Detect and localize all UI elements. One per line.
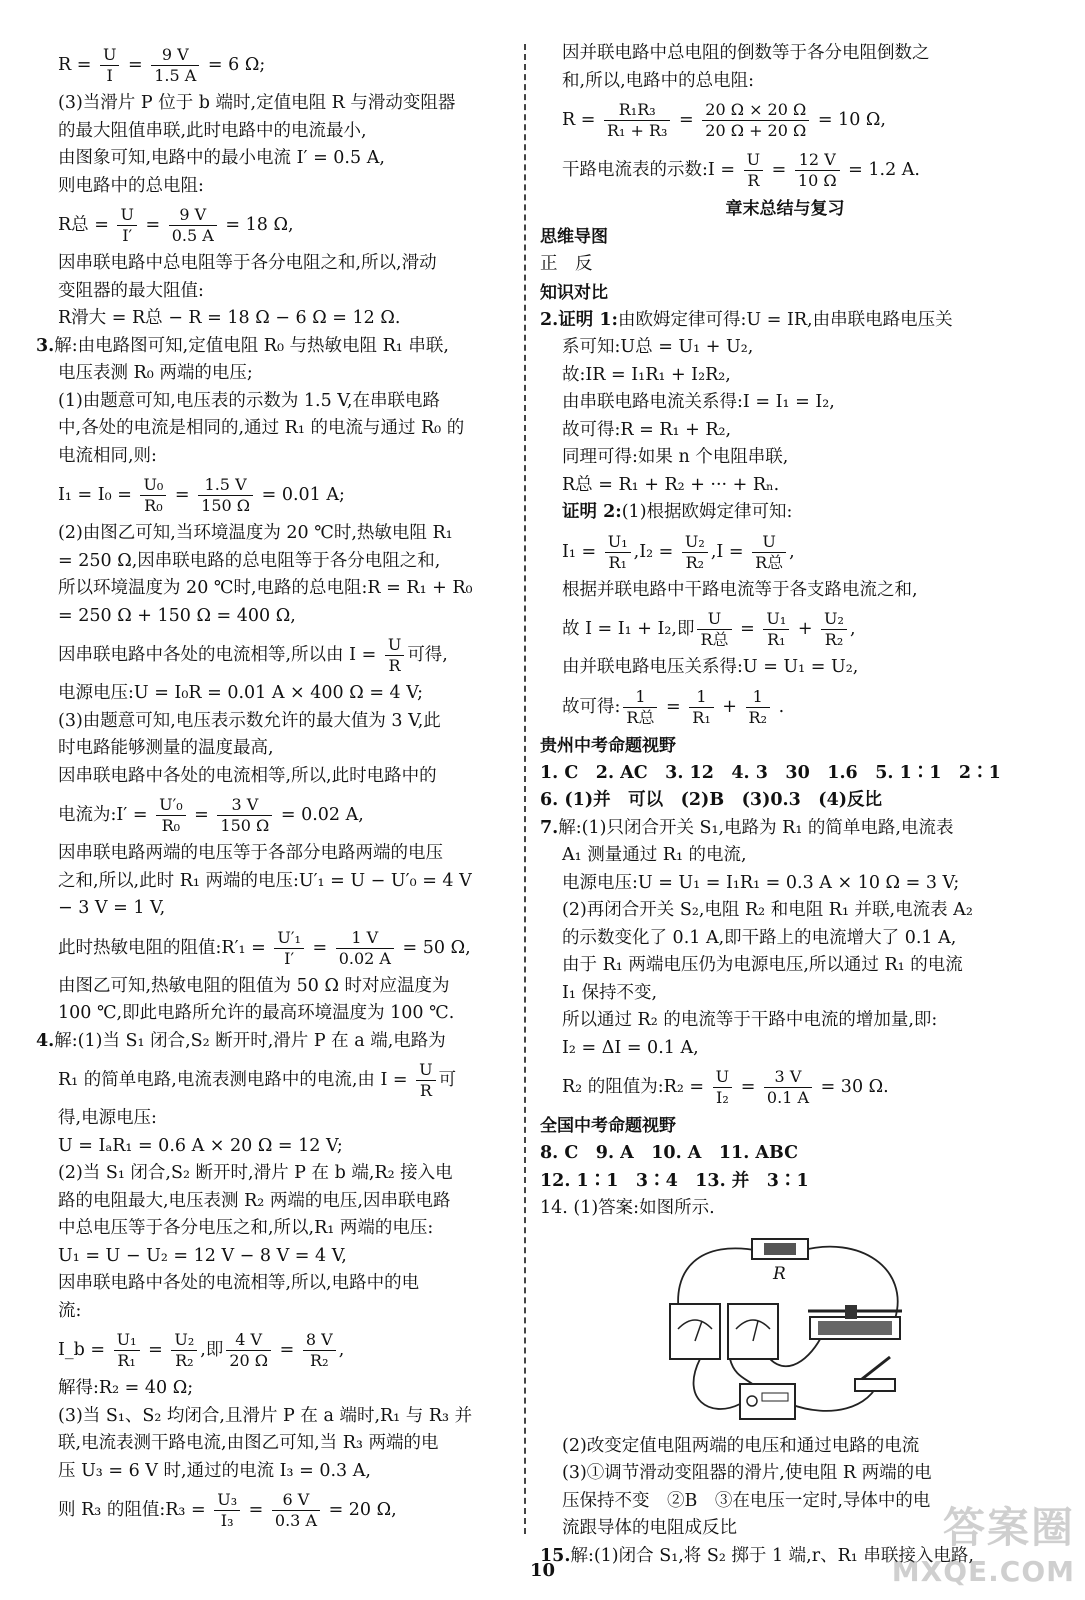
ammeter bbox=[728, 1304, 778, 1359]
formula-line: R = $\frac{\text{R₁R₃}}{\text{R₁ + R₃}}$ = $\frac{20 \Omega \times 20 \Omega}{20 \Omega + 20 \Omega}$ = 10 Ω, bbox=[562, 100, 886, 140]
text-line: 得,电源电压: bbox=[58, 1108, 157, 1128]
question-4: 4.解:(1)当 S₁ 闭合,S₂ 断开时,滑片 P 在 a 端,电路为 bbox=[36, 1030, 446, 1051]
text-line: 电源电压:U = U₁ = I₁R₁ = 0.3 A × 10 Ω = 3 V; bbox=[562, 872, 960, 893]
formula-line: R₁ 的简单电路,电流表测电路中的电流,由 I = $\frac{U}{R}$ 可 bbox=[58, 1060, 457, 1100]
text-line: 中总电压等于各分电压之和,所以,R₁ 两端的电压: bbox=[58, 1218, 434, 1238]
text-line: 由并联电路电压关系得:U = U₁ = U₂, bbox=[562, 657, 859, 677]
text-line: = 250 Ω,因串联电路的总电阻等于各分电阻之和, bbox=[58, 550, 441, 571]
text-line: 电压表测 R₀ 两端的电压; bbox=[58, 363, 253, 383]
resistor-label: R bbox=[773, 1263, 786, 1284]
text-line: 电流相同,则: bbox=[58, 445, 157, 466]
question-3: 3.解:由电路图可知,定值电阻 R₀ 与热敏电阻 R₁ 串联, bbox=[36, 335, 449, 356]
text-line: 由图象可知,电路中的最小电流 I′ = 0.5 A, bbox=[58, 148, 385, 168]
text-line: 路的电阻最大,电压表测 R₂ 两端的电压,因串联电路 bbox=[58, 1190, 451, 1211]
text-line: 因串联电路中各处的电流相等,所以,此时电路中的 bbox=[58, 765, 437, 786]
text-line: 解得:R₂ = 40 Ω; bbox=[58, 1378, 194, 1398]
answer-line: 12. 1∶1 3∶4 13. 并 3∶1 bbox=[540, 1170, 809, 1191]
column-divider bbox=[524, 44, 526, 1534]
text-line: (1)由题意可知,电压表的示数为 1.5 V,在串联电路 bbox=[58, 390, 440, 411]
switch-base bbox=[855, 1379, 895, 1391]
power-display bbox=[762, 1393, 788, 1401]
text-line: 因串联电路中总电阻等于各分电阻之和,所以,滑动 bbox=[58, 253, 437, 273]
text-line: (2)再闭合开关 S₂,电阻 R₂ 和电阻 R₁ 并联,电流表 A₂ bbox=[562, 900, 973, 920]
formula-line: 此时热敏电阻的阻值:R′₁ = $\frac{\text{U′₁}}{I'}$ = $\frac{1 V}{0.02 A}$ = 50 Ω, bbox=[58, 927, 471, 968]
question-15: 15.解:(1)闭合 S₁,将 S₂ 掷于 1 端,r、R₁ 串联接入电路, bbox=[540, 1545, 974, 1566]
answer-line: 1. C 2. AC 3. 12 4. 3 30 1.6 5. 1∶1 2∶1 bbox=[540, 762, 1001, 783]
formula-line: I₁ = I₀ = $\frac{\text{U₀}}{\text{R₀}}$ = $\frac{1.5 V}{150 \Omega}$ = 0.01 A; bbox=[58, 475, 345, 515]
section-heading-national: 全国中考命题视野 bbox=[540, 1116, 676, 1136]
formula-line: I_b = $\frac{\text{U₁}}{\text{R₁}}$ = $\frac{\text{U₂}}{\text{R₂}}$ ,即 $\frac{4 V}{20 \Omega}$ = $\frac{8 V}{\text{R₂}}$ , bbox=[58, 1330, 345, 1370]
text-line: − 3 V = 1 V, bbox=[58, 898, 166, 918]
answer-line: 6. (1)并 可以 (2)B (3)0.3 (4)反比 bbox=[540, 790, 883, 810]
text-line: 故:IR = I₁R₁ + I₂R₂, bbox=[562, 364, 731, 385]
text-line: 压 U₃ = 6 V 时,通过的电流 I₃ = 0.3 A, bbox=[58, 1460, 371, 1481]
formula-line: 电流为:I′ = $\frac{\text{U′₀}}{\text{R₀}}$ = $\frac{3 V}{150 \Omega}$ = 0.02 A, bbox=[58, 795, 364, 835]
answer-line: 14. (1)答案:如图所示. bbox=[540, 1198, 715, 1218]
text-line: 系可知:U总 = U₁ + U₂, bbox=[562, 337, 754, 357]
section-heading-compare: 知识对比 bbox=[540, 282, 608, 303]
text-line: (3)当 S₁、S₂ 均闭合,且滑片 P 在 a 端时,R₁ 与 R₃ 并 bbox=[58, 1405, 473, 1426]
formula-line: 因串联电路中各处的电流相等,所以由 I = $\frac{U}{R}$ 可得, bbox=[58, 635, 448, 675]
formula-line: 故 I = I₁ + I₂,即 $\frac{U}{\text{R总}}$ = $\frac{\text{U₁}}{\text{R₁}}$ + $\frac{\text{U₂}}{\text{R₂}}$ , bbox=[562, 609, 856, 649]
section-heading-guizhou: 贵州中考命题视野 bbox=[540, 735, 676, 756]
text-line: I₂ = ΔI = 0.1 A, bbox=[562, 1037, 699, 1058]
text-line: 时电路能够测量的温度最高, bbox=[58, 738, 274, 758]
text-line: R总 = R₁ + R₂ + ··· + Rₙ. bbox=[562, 474, 780, 495]
text-line: 压保持不变 ②B ③在电压一定时,导体中的电 bbox=[562, 1490, 931, 1511]
watermark-url: MXQE.COM bbox=[891, 1555, 1075, 1588]
text-line: 所以环境温度为 20 ℃时,电路的总电阻:R = R₁ + R₀ bbox=[58, 578, 473, 598]
text-line: (3)①调节滑动变阻器的滑片,使电阻 R 两端的电 bbox=[562, 1463, 932, 1483]
formula-line: R总 = $\frac{U}{I'}$ = $\frac{9 V}{0.5 A}$ = 18 Ω, bbox=[58, 205, 294, 245]
formula-line: R₂ 的阻值为:R₂ = $\frac{U}{\text{I₂}}$ = $\frac{3 V}{0.1 A}$ = 30 Ω. bbox=[562, 1067, 889, 1107]
rheostat-coil bbox=[818, 1321, 892, 1335]
text-line: U₁ = U − U₂ = 12 V − 8 V = 4 V, bbox=[58, 1245, 347, 1266]
text-line: (3)当滑片 P 位于 b 端时,定值电阻 R 与滑动变阻器 bbox=[58, 93, 456, 113]
question-7: 7.解:(1)只闭合开关 S₁,电路为 R₁ 的简单电路,电流表 bbox=[540, 817, 954, 838]
text-line: 证明 2:(1)根据欧姆定律可知: bbox=[562, 502, 793, 522]
text-line: 因串联电路中各处的电流相等,所以,电路中的电 bbox=[58, 1273, 420, 1293]
text-line: 则电路中的总电阻: bbox=[58, 175, 204, 196]
text-line: 联,电流表测干路电流,由图乙可知,当 R₃ 两端的电 bbox=[58, 1433, 439, 1453]
circuit-diagram bbox=[640, 1229, 910, 1429]
text-line: 正 反 bbox=[540, 254, 593, 274]
text-line: 由串联电路电流关系得:I = I₁ = I₂, bbox=[562, 392, 835, 412]
text-line: 的最大阻值串联,此时电路中的电流最小, bbox=[58, 120, 367, 141]
formula-line: 干路电流表的示数:I = $\frac{U}{R}$ = $\frac{12 V}{10 \Omega}$ = 1.2 A. bbox=[562, 150, 920, 190]
text-line: I₁ 保持不变, bbox=[562, 982, 658, 1003]
text-line: A₁ 测量通过 R₁ 的电流, bbox=[562, 845, 747, 865]
formula-line: I₁ = $\frac{\text{U₁}}{\text{R₁}}$ ,I₂ = $\frac{\text{U₂}}{\text{R₂}}$ ,I = $\frac{U}{\text{R总}}$ , bbox=[562, 531, 795, 572]
rheostat-slider bbox=[845, 1305, 857, 1319]
text-line: 因并联电路中总电阻的倒数等于各分电阻倒数之 bbox=[562, 43, 930, 63]
watermark-logo: 答案圈 bbox=[942, 1503, 1075, 1552]
question-2: 2.证明 1:由欧姆定律可得:U = IR,由串联电路电压关 bbox=[540, 309, 953, 330]
text-line: (2)改变定值电阻两端的电压和通过电路的电流 bbox=[562, 1435, 920, 1456]
section-heading-mindmap: 思维导图 bbox=[540, 227, 608, 247]
text-line: U = IₐR₁ = 0.6 A × 20 Ω = 12 V; bbox=[58, 1135, 343, 1156]
text-line: 流跟导体的电阻成反比 bbox=[562, 1518, 737, 1538]
formula-line: 故可得: $\frac{1}{\text{R总}}$ = $\frac{1}{\text{R₁}}$ + $\frac{1}{\text{R₂}}$ . bbox=[562, 686, 785, 727]
text-line: 变阻器的最大阻值: bbox=[58, 280, 204, 301]
text-line: 100 ℃,即此电路所允许的最高环境温度为 100 ℃. bbox=[58, 1003, 455, 1023]
text-line: (2)当 S₁ 闭合,S₂ 断开时,滑片 P 在 b 端,R₂ 接入电 bbox=[58, 1163, 453, 1183]
text-line: 的示数变化了 0.1 A,即干路上的电流增大了 0.1 A, bbox=[562, 927, 957, 948]
formula-line: 则 R₃ 的阻值:R₃ = $\frac{\text{U₃}}{\text{I₃}}$ = $\frac{6 V}{0.3 A}$ = 20 Ω, bbox=[58, 1490, 397, 1530]
text-line: R滑大 = R总 − R = 18 Ω − 6 Ω = 12 Ω. bbox=[58, 308, 401, 328]
answer-line: 8. C 9. A 10. A 11. ABC bbox=[540, 1143, 799, 1163]
page-number: 10 bbox=[529, 1560, 556, 1581]
text-line: (3)由题意可知,电压表示数允许的最大值为 3 V,此 bbox=[58, 710, 441, 731]
formula-line: R = $\frac{U}{I}$ = $\frac{9 V}{1.5 A}$ = 6 Ω; bbox=[58, 45, 266, 85]
text-line: 故可得:R = R₁ + R₂, bbox=[562, 419, 732, 440]
text-line: 电源电压:U = I₀R = 0.01 A × 400 Ω = 4 V; bbox=[58, 683, 424, 703]
voltmeter bbox=[670, 1304, 720, 1359]
right-column bbox=[540, 40, 1030, 1570]
text-line: 同理可得:如果 n 个电阻串联, bbox=[562, 447, 789, 467]
text-line: 中,各处的电流是相同的,通过 R₁ 的电流与通过 R₀ 的 bbox=[58, 418, 465, 438]
resistor-core bbox=[764, 1243, 796, 1255]
text-line: 和,所以,电路中的总电阻: bbox=[562, 70, 755, 91]
text-line: 之和,所以,此时 R₁ 两端的电压:U′₁ = U − U′₀ = 4 V bbox=[58, 870, 472, 891]
watermark bbox=[892, 1495, 1075, 1588]
text-line: 根据并联电路中干路电流等于各支路电流之和, bbox=[562, 579, 918, 600]
text-line: 因串联电路两端的电压等于各部分电路两端的电压 bbox=[58, 843, 443, 863]
power-knob bbox=[747, 1396, 757, 1406]
text-line: (2)由图乙可知,当环境温度为 20 ℃时,热敏电阻 R₁ bbox=[58, 523, 453, 543]
section-heading-summary: 章末总结与复习 bbox=[725, 199, 845, 219]
text-line: 由图乙可知,热敏电阻的阻值为 50 Ω 时对应温度为 bbox=[58, 975, 450, 996]
left-column bbox=[36, 40, 513, 1535]
text-line: 所以通过 R₂ 的电流等于干路中电流的增加量,即: bbox=[562, 1010, 938, 1030]
switch-lever bbox=[862, 1357, 890, 1379]
text-line: 流: bbox=[58, 1300, 82, 1321]
text-line: = 250 Ω + 150 Ω = 400 Ω, bbox=[58, 605, 296, 626]
text-line: 由于 R₁ 两端电压仍为电源电压,所以通过 R₁ 的电流 bbox=[562, 955, 963, 975]
